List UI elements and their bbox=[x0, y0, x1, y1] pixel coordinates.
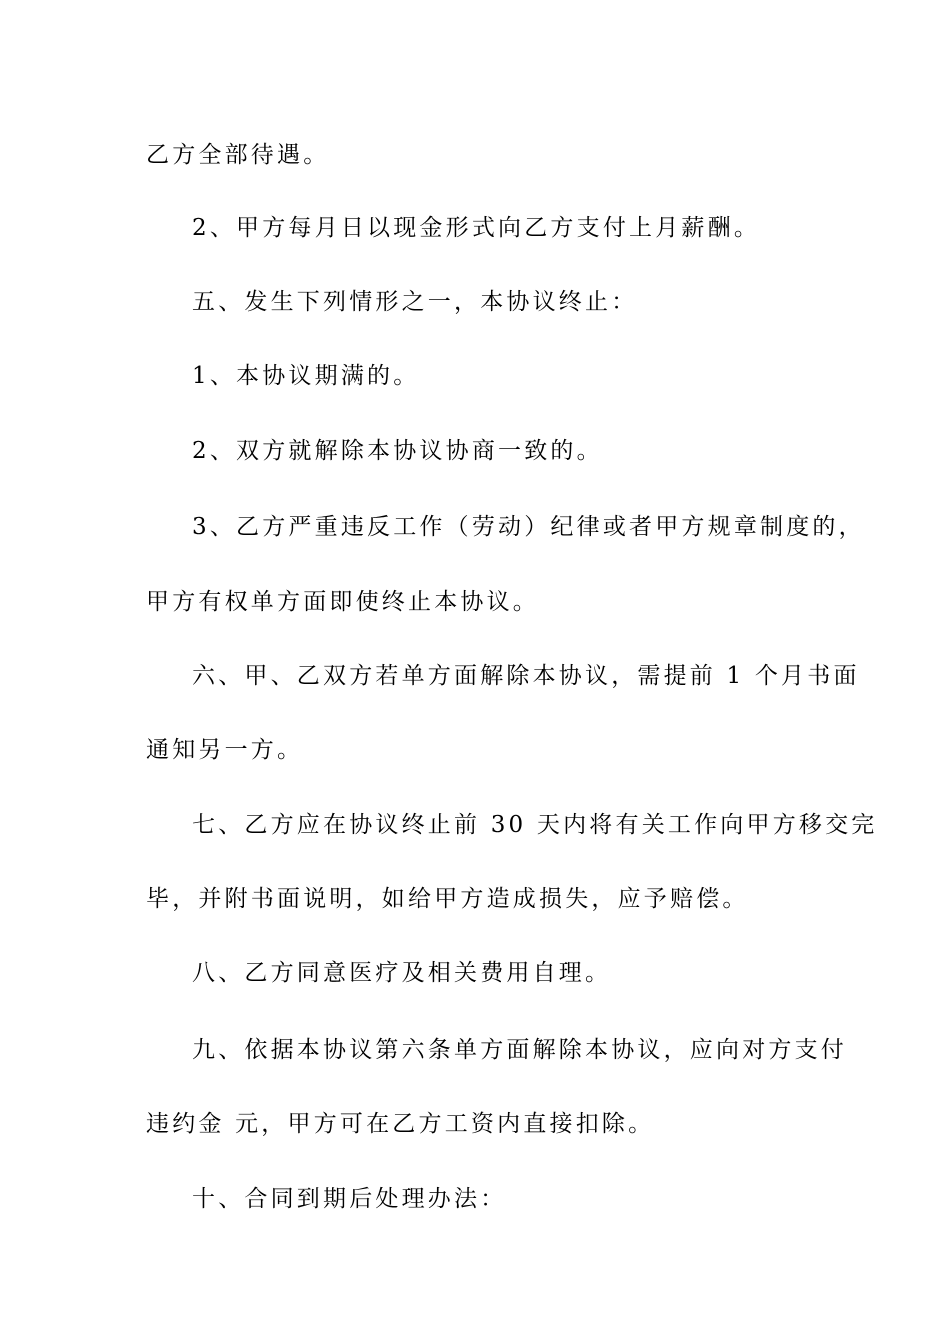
paragraph-line: 2、双方就解除本协议协商一致的。 bbox=[192, 438, 603, 464]
paragraph-line: 2、甲方每月日以现金形式向乙方支付上月薪酬。 bbox=[192, 215, 761, 241]
paragraph-line: 六、甲、乙双方若单方面解除本协议，需提前 1 个月书面 bbox=[192, 663, 860, 689]
paragraph-line: 3、乙方严重违反工作（劳动）纪律或者甲方规章制度的， bbox=[192, 514, 865, 540]
paragraph-line: 十、合同到期后处理办法： bbox=[192, 1186, 507, 1212]
paragraph-line: 五、发生下列情形之一，本协议终止： bbox=[192, 289, 638, 315]
paragraph-line: 八、乙方同意医疗及相关费用自理。 bbox=[192, 960, 612, 986]
paragraph-line: 甲方有权单方面即使终止本协议。 bbox=[146, 589, 539, 615]
paragraph-line: 毕，并附书面说明，如给甲方造成损失，应予赔偿。 bbox=[146, 886, 749, 912]
paragraph-line: 九、依据本协议第六条单方面解除本协议，应向对方支付 bbox=[192, 1037, 847, 1063]
paragraph-line: 违约金 元，甲方可在乙方工资内直接扣除。 bbox=[146, 1111, 655, 1137]
paragraph-line: 乙方全部待遇。 bbox=[146, 142, 330, 168]
paragraph-line: 通知另一方。 bbox=[146, 737, 304, 763]
paragraph-line: 七、乙方应在协议终止前 30 天内将有关工作向甲方移交完 bbox=[192, 812, 878, 838]
paragraph-line: 1、本协议期满的。 bbox=[192, 363, 420, 389]
